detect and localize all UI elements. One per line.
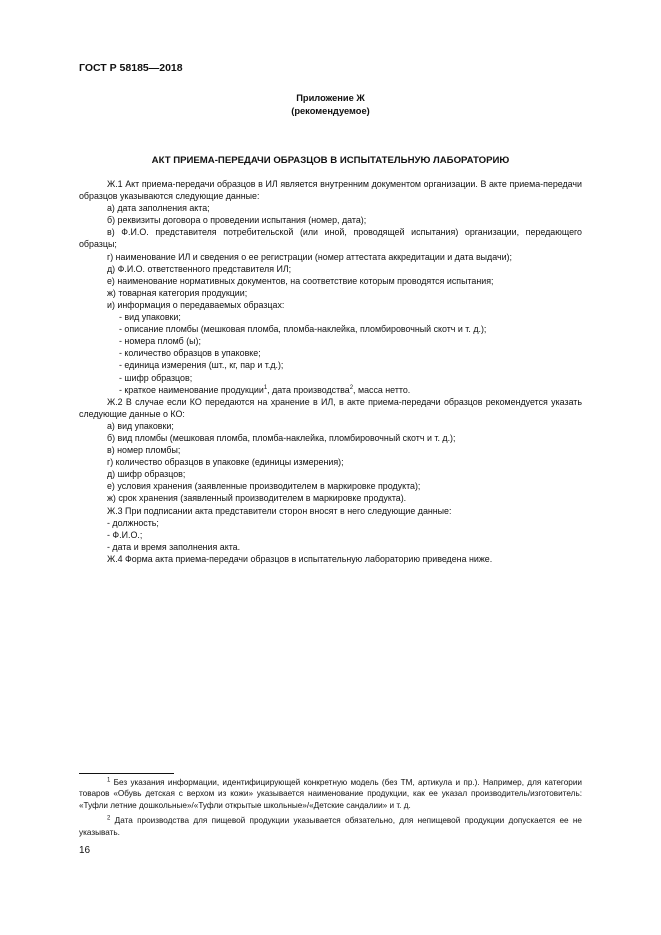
clause-3-item: - должность;	[107, 517, 159, 528]
clause-2-intro: Ж.2 В случае если КО передаются на хранение в ИЛ, в акте приема-передачи образцов рекомендуется указать следующие данные о КО:	[79, 396, 582, 419]
text: , масса нетто.	[353, 384, 411, 395]
sample-info-item: - количество образцов в упаковке;	[119, 348, 261, 359]
footnote-ref-2[interactable]: 2	[349, 384, 354, 391]
clause-1-item: е) наименование нормативных документов, на соответствие которым проводятся испытания;	[107, 275, 494, 286]
clause-2-item: е) условия хранения (заявленные производителем в маркировке продукта);	[107, 481, 421, 492]
footnote-2-mark: 2	[107, 815, 111, 822]
footnote-1-text: Без указания информации, идентифицирующей конкретную модель (без ТМ, артикула и пр.). Например, для категории товаров «Обувь детская с верхом из кожи» указывается наименование продукции, как ее указал производитель/изготовитель: «Туфли летние дошкольные»/«Туфли открытые школьные»/«Детские сандалии» и т. д.	[79, 778, 582, 810]
footnote-2-text: Дата производства для пищевой продукции указывается обязательно, для непищевой продукции допускается ее не указывать.	[79, 816, 582, 837]
clause-4-text: Ж.4 Форма акта приема-передачи образцов в испытательную лабораторию приведена ниже.	[107, 553, 493, 564]
clause-1-item: д) Ф.И.О. ответственного представителя ИЛ;	[107, 263, 292, 274]
page-number: 16	[79, 845, 91, 856]
appendix-title: Приложение Ж	[296, 93, 365, 103]
clause-1-item: в) Ф.И.О. представителя потребительской (или иной, проводящей испытания) организации, передающего образцы;	[79, 227, 582, 250]
clause-2-item: г) количество образцов в упаковке (единицы измерения);	[107, 457, 344, 468]
footnote-1	[79, 777, 582, 811]
clause-2-item: в) номер пломбы;	[107, 445, 181, 456]
sample-info-item: - единица измерения (шт., кг, пар и т.д.);	[119, 360, 284, 371]
sample-info-item-last	[79, 384, 582, 396]
clause-1-intro: Ж.1 Акт приема-передачи образцов в ИЛ является внутренним документом организации. В акте приема-передачи образцов указываются следующие данные:	[79, 179, 582, 202]
section-title: АКТ ПРИЕМА-ПЕРЕДАЧИ ОБРАЗЦОВ В ИСПЫТАТЕЛЬНУЮ ЛАБОРАТОРИЮ	[151, 155, 510, 166]
sample-info-item: - шифр образцов;	[119, 372, 193, 383]
clause-1-item: б) реквизиты договора о проведении испытания (номер, дата);	[107, 215, 367, 226]
clause-3-item: - дата и время заполнения акта.	[107, 541, 241, 552]
footnote-1-mark: 1	[107, 777, 111, 784]
appendix-status: (рекомендуемое)	[291, 106, 370, 116]
clause-3-intro: Ж.3 При подписании акта представители сторон вносят в него следующие данные:	[107, 505, 452, 516]
clause-3-item: - Ф.И.О.;	[107, 529, 143, 540]
clause-1-item: а) дата заполнения акта;	[107, 203, 210, 214]
text: , дата производства	[267, 384, 350, 395]
clause-1-item: г) наименование ИЛ и сведения о ее регистрации (номер аттестата аккредитации и дата выдачи);	[107, 251, 512, 262]
clause-1-item: ж) товарная категория продукции;	[107, 287, 248, 298]
clause-2-item: б) вид пломбы (мешковая пломба, пломба-наклейка, пломбировочный скотч и т. д.);	[107, 432, 456, 443]
footnote-2	[79, 815, 582, 838]
clause-1-item: и) информация о передаваемых образцах:	[107, 299, 285, 310]
footnotes	[79, 777, 582, 838]
footnote-separator	[79, 773, 174, 774]
sample-info-item: - описание пломбы (мешковая пломба, пломба-наклейка, пломбировочный скотч и т. д.);	[119, 324, 487, 335]
text: - краткое наименование продукции	[119, 384, 264, 395]
footnote-ref-1[interactable]: 1	[263, 384, 268, 391]
clause-2-item: а) вид упаковки;	[107, 420, 174, 431]
clause-2-item: д) шифр образцов;	[107, 469, 186, 480]
sample-info-item: - номера пломб (ы);	[119, 336, 201, 347]
document-header: ГОСТ Р 58185—2018	[79, 62, 183, 74]
document-body	[79, 178, 582, 565]
clause-2-item: ж) срок хранения (заявленный производителем в маркировке продукта).	[107, 493, 407, 504]
sample-info-item: - вид упаковки;	[119, 312, 181, 323]
